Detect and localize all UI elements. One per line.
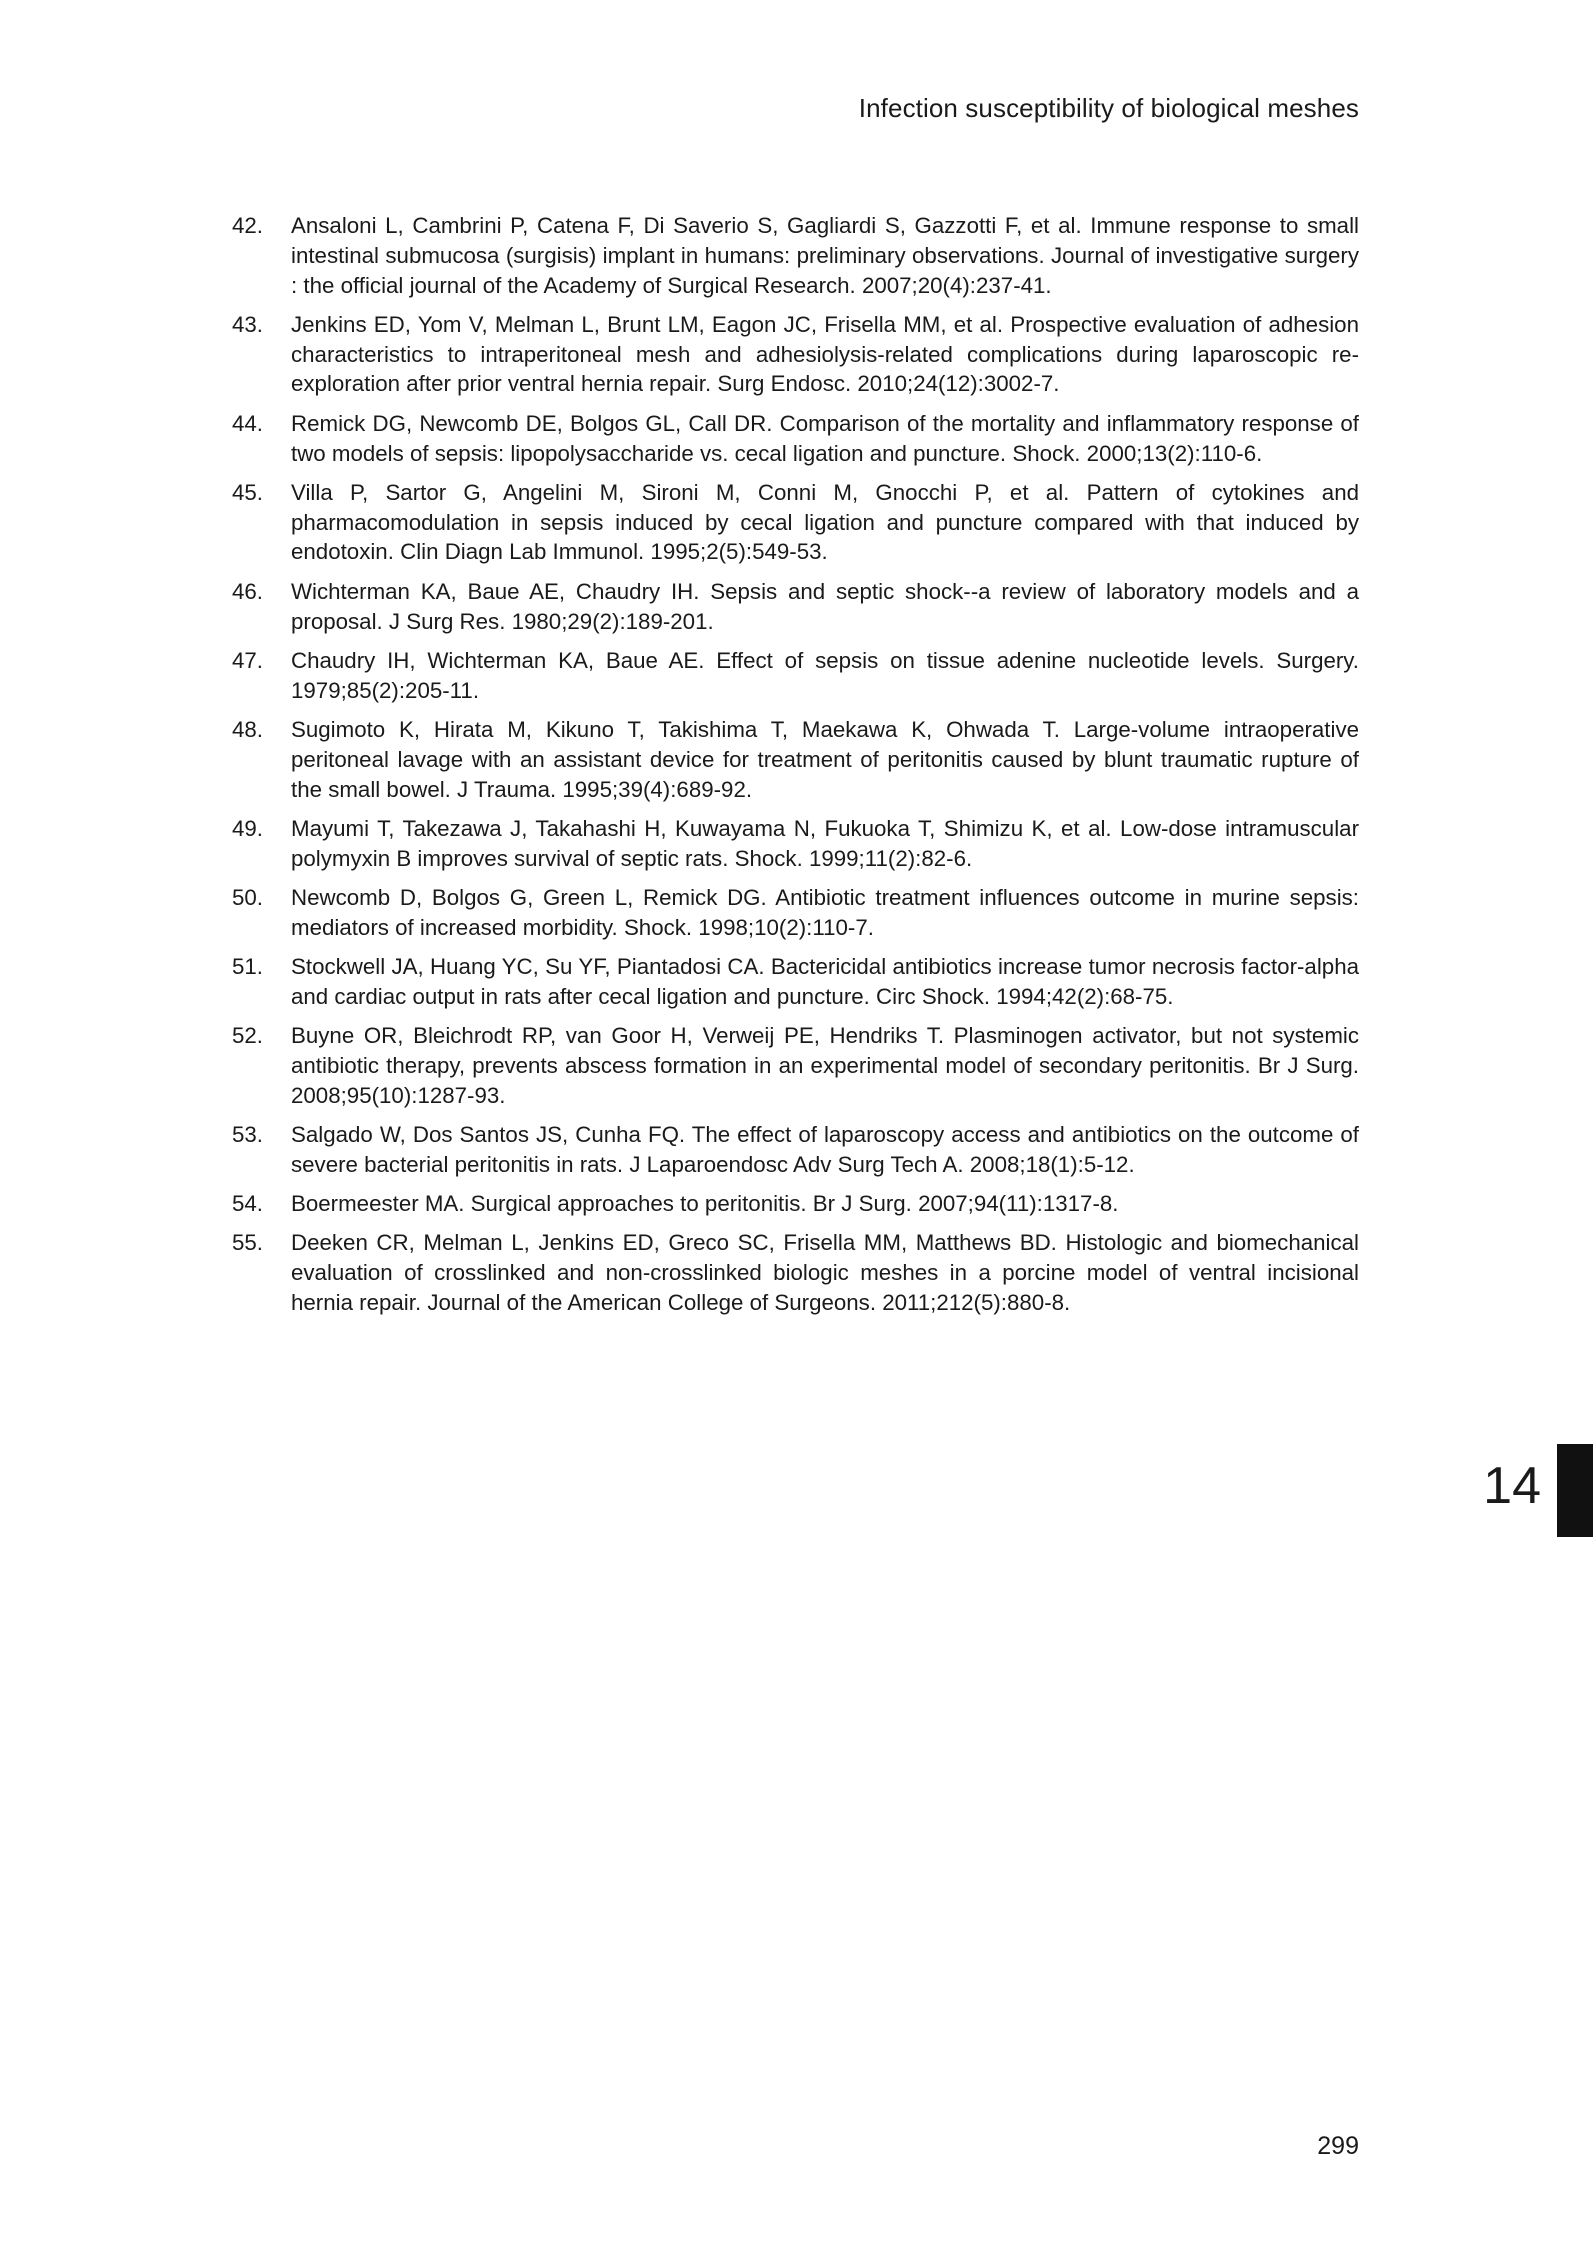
reference-number: 44. <box>232 410 263 436</box>
reference-text: Chaudry IH, Wichterman KA, Baue AE. Effect of sepsis on tissue adenine nucleotide levels. Surgery. 1979;85(2):205-11. <box>291 647 1359 703</box>
reference-item <box>232 814 1359 874</box>
reference-number: 50. <box>232 884 263 910</box>
reference-number: 48. <box>232 716 263 742</box>
reference-text: Newcomb D, Bolgos G, Green L, Remick DG. Antibiotic treatment influences outcome in murine sepsis: mediators of increased morbidity. Shock. 1998;10(2):110-7. <box>291 884 1359 940</box>
reference-text: Villa P, Sartor G, Angelini M, Sironi M, Conni M, Gnocchi P, et al. Pattern of cytokines and pharmacomodulation in sepsis induced by cecal ligation and puncture compared with that induced by endotoxin. Clin Diagn Lab Immunol. 1995;2(5):549-53. <box>291 479 1359 565</box>
reference-number: 43. <box>232 311 263 337</box>
reference-text: Buyne OR, Bleichrodt RP, van Goor H, Verweij PE, Hendriks T. Plasminogen activator, but not systemic antibiotic therapy, prevents abscess formation in an experimental model of secondary peritonitis. Br J Surg. 2008;95(10):1287-93. <box>291 1023 1359 1108</box>
reference-item <box>232 1021 1359 1110</box>
page-number: 299 <box>1317 2132 1359 2160</box>
reference-item <box>232 1189 1359 1219</box>
reference-item <box>232 952 1359 1012</box>
reference-text: Salgado W, Dos Santos JS, Cunha FQ. The effect of laparoscopy access and antibiotics on the outcome of severe bacterial peritonitis in rats. J Laparoendosc Adv Surg Tech A. 2008;18(1):5-12. <box>291 1122 1359 1177</box>
reference-text: Ansaloni L, Cambrini P, Catena F, Di Saverio S, Gagliardi S, Gazzotti F, et al. Immune response to small intestinal submucosa (surgisis) implant in humans: preliminary observations. Journal of investigative surgery : the official journal of the Academy of Surgical Research. 2007;20(4):237-41. <box>291 213 1359 298</box>
reference-item <box>232 646 1359 706</box>
reference-number: 51. <box>232 954 263 980</box>
reference-text: Stockwell JA, Huang YC, Su YF, Piantadosi CA. Bactericidal antibiotics increase tumor necrosis factor-alpha and cardiac output in rats after cecal ligation and puncture. Circ Shock. 1994;42(2):68-75. <box>291 954 1359 1009</box>
reference-number: 55. <box>232 1230 263 1256</box>
reference-number: 42. <box>232 213 263 238</box>
reference-text: Wichterman KA, Baue AE, Chaudry IH. Sepsis and septic shock--a review of laboratory models and a proposal. J Surg Res. 1980;29(2):189-201. <box>291 578 1359 634</box>
reference-text: Deeken CR, Melman L, Jenkins ED, Greco SC, Frisella MM, Matthews BD. Histologic and biomechanical evaluation of crosslinked and non-crosslinked biologic meshes in a porcine model of ventral incisional hernia repair. Journal of the American College of Surgeons. 2011;212(5):880-8. <box>291 1230 1359 1315</box>
reference-item <box>232 715 1359 804</box>
reference-number: 52. <box>232 1023 263 1049</box>
chapter-number: 14 <box>1483 1457 1541 1515</box>
reference-item <box>232 478 1359 567</box>
reference-text: Remick DG, Newcomb DE, Bolgos GL, Call DR. Comparison of the mortality and inflammatory response of two models of sepsis: lipopolysaccharide vs. cecal ligation and puncture. Shock. 2000;13(2):110-6. <box>291 410 1359 466</box>
chapter-thumb-tab <box>1557 1444 1593 1537</box>
reference-item <box>232 1228 1359 1317</box>
reference-item <box>232 883 1359 943</box>
reference-text: Boermeester MA. Surgical approaches to peritonitis. Br J Surg. 2007;94(11):1317-8. <box>291 1191 1119 1217</box>
running-header-title: Infection susceptibility of biological meshes <box>858 93 1359 123</box>
reference-number: 45. <box>232 479 263 505</box>
reference-number: 47. <box>232 647 263 673</box>
reference-text: Sugimoto K, Hirata M, Kikuno T, Takishima T, Maekawa K, Ohwada T. Large-volume intraoperative peritoneal lavage with an assistant device for treatment of peritonitis caused by blunt traumatic rupture of the small bowel. J Trauma. 1995;39(4):689-92. <box>291 716 1359 802</box>
reference-item <box>232 577 1359 637</box>
reference-text: Mayumi T, Takezawa J, Takahashi H, Kuwayama N, Fukuoka T, Shimizu K, et al. Low-dose intramuscular polymyxin B improves survival of septic rats. Shock. 1999;11(2):82-6. <box>291 815 1359 871</box>
reference-item <box>232 211 1359 300</box>
reference-number: 53. <box>232 1122 263 1148</box>
reference-item <box>232 310 1359 399</box>
reference-number: 46. <box>232 578 263 604</box>
reference-number: 49. <box>232 815 263 841</box>
reference-number: 54. <box>232 1191 263 1217</box>
reference-text: Jenkins ED, Yom V, Melman L, Brunt LM, Eagon JC, Frisella MM, et al. Prospective evaluation of adhesion characteristics to intraperitoneal mesh and adhesiolysis-related complications during laparoscopic re-exploration after prior ventral hernia repair. Surg Endosc. 2010;24(12):3002-7. <box>291 311 1359 397</box>
reference-item <box>232 409 1359 469</box>
reference-item <box>232 1120 1359 1180</box>
reference-list <box>232 211 1359 1327</box>
